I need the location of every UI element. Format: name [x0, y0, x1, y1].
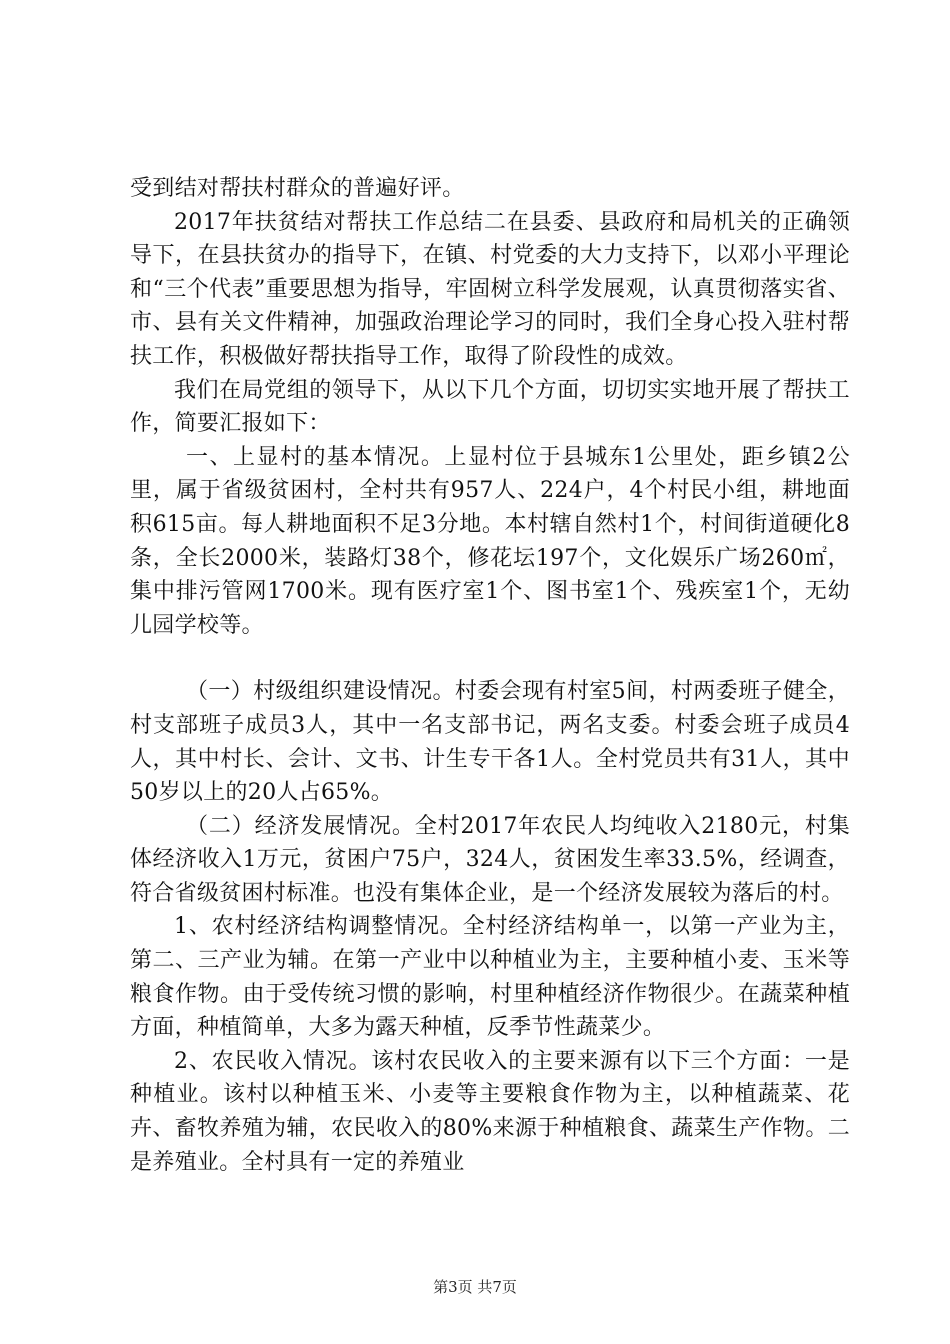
page-number-footer: 第3页 共7页 [433, 1278, 517, 1296]
paragraph-economy: （二）经济发展情况。全村2017年农民人均纯收入2180元，村集体经济收入1万元，贫困户75户，324人，贫困发生率33.5%，经调查，符合省级贫困村标准。也没有集体企业，是一个经济发展较为落后的村。 [130, 813, 850, 906]
paragraph-organization: （一）村级组织建设情况。村委会现有村室5间，村两委班子健全，村支部班子成员3人，其中一名支部书记，两名支委。村委会班子成员4人，其中村长、会计、文书、计生专干各1人。全村党员共有31人，其中50岁以上的20人占65%。 [130, 679, 850, 806]
paragraph-income: 2、农民收入情况。该村农民收入的主要来源有以下三个方面：一是种植业。该村以种植玉米、小麦等主要粮食作物为主，以种植蔬菜、花卉、畜牧养殖为辅，农民收入的80%来源于种植粮食、蔬菜生产作物。二是养殖业。全村具有一定的养殖业 [130, 1048, 850, 1175]
paragraph-structure: 1、农村经济结构调整情况。全村经济结构单一，以第一产业为主，第二、三产业为辅。在第一产业中以种植业为主，主要种植小麦、玉米等粮食作物。由于受传统习惯的影响，村里种植经济作物很少。在蔬菜种植方面，种植简单，大多为露天种植，反季节性蔬菜少。 [130, 914, 850, 1041]
paragraph-summary-intro: 2017年扶贫结对帮扶工作总结二在县委、县政府和局机关的正确领导下，在县扶贫办的指导下，在镇、村党委的大力支持下，以邓小平理论和“三个代表”重要思想为指导，牢固树立科学发展观，认真贯彻落实省、市、县有关文件精神，加强政治理论学习的同时，我们全身心投入驻村帮扶工作，积极做好帮扶指导工作，取得了阶段性的成效。 [130, 209, 850, 369]
paragraph-continuation: 受到结对帮扶村群众的普遍好评。 [130, 176, 465, 201]
paragraph-village-basics: 一、上显村的基本情况。上显村位于县城东1公里处，距乡镇2公里，属于省级贫困村，全村共有957人、224户，4个村民小组，耕地面积615亩。每人耕地面积不足3分地。本村辖自然村1个，村间街道硬化8条，全长2000米，装路灯38个，修花坛197个，文化娱乐广场260㎡，集中排污管网1700米。现有医疗室1个、图书室1个、残疾室1个，无幼儿园学校等。 [130, 444, 850, 638]
document-body [130, 172, 850, 1179]
paragraph-report-intro: 我们在局党组的领导下，从以下几个方面，切切实实地开展了帮扶工作，简要汇报如下： [130, 377, 850, 437]
